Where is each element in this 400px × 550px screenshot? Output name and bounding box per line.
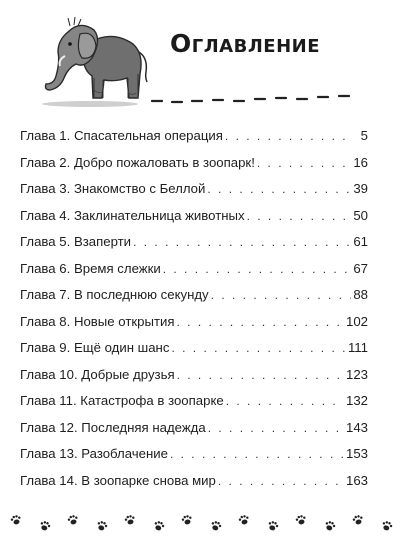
paw-print-icon [66,513,81,528]
dot-leader [208,421,344,435]
dot-leader [218,474,344,488]
page-number: 153 [345,446,368,461]
chapter-title: Глава 12. Последняя надежда [20,419,206,435]
dot-leader [207,182,351,196]
dot-leader [177,368,344,382]
chapter-title: Глава 1. Спасательная операция [20,128,223,143]
chapter-title: Глава 5. Взаперти [20,234,132,249]
chapter-title: Глава 13. Разоблачение [20,446,168,461]
toc-entry[interactable] [20,155,368,182]
toc-entry[interactable] [20,181,368,208]
page-number: 123 [345,366,368,382]
paw-print-icon [294,513,309,528]
page-number: 163 [345,472,368,488]
dot-leader [170,447,344,461]
dot-leader [171,341,346,355]
decorative-dashes [150,90,360,106]
paw-print-icon [351,513,366,528]
toc-entry[interactable] [20,287,368,314]
chapter-title: Глава 2. Добро пожаловать в зоопарк! [20,154,255,170]
paw-print-icon [237,513,252,528]
chapter-title: Глава 6. Время слежки [20,260,161,276]
paw-print-icon [123,513,138,528]
dot-leader [225,129,352,143]
toc-entry[interactable] [20,314,368,341]
toc-entry[interactable] [20,128,368,155]
toc-entry[interactable] [20,208,368,235]
toc-entry[interactable] [20,340,368,367]
page-number: 88 [353,287,368,302]
toc-entry[interactable] [20,473,368,500]
toc-entry[interactable] [20,446,368,473]
page-title: Оглавление [170,29,320,58]
page-number: 16 [353,154,368,170]
dot-leader [133,235,351,249]
paw-print-icon [208,518,223,533]
paw-print-icon [379,518,394,533]
chapter-title: Глава 9. Ещё один шанс [20,340,170,355]
paw-print-icon [9,513,24,528]
header [0,0,400,120]
paw-print-icon [151,518,166,533]
chapter-title: Глава 7. В последнюю секунду [20,287,209,302]
toc-entry[interactable] [20,234,368,261]
page-number: 39 [353,181,368,196]
dot-leader [247,209,352,223]
chapter-title: Глава 4. Заклинательница животных [20,207,245,223]
chapter-title: Глава 10. Добрые друзья [20,366,175,382]
toc-entry[interactable] [20,393,368,420]
dot-leader [211,288,352,302]
page-number: 5 [360,128,368,143]
page-number: 111 [347,340,368,355]
toc-entry[interactable] [20,420,368,447]
chapter-title: Глава 11. Катастрофа в зоопарке [20,393,224,408]
page-number: 143 [345,419,368,435]
paw-print-icon [265,518,280,533]
paw-print-icon [37,518,52,533]
table-of-contents [20,128,368,499]
page-number: 67 [353,260,368,276]
chapter-title: Глава 3. Знакомство с Беллой [20,181,206,196]
dot-leader [177,315,344,329]
dot-leader [257,156,351,170]
page-number: 102 [345,313,368,329]
chapter-title: Глава 14. В зоопарке снова мир [20,472,216,488]
paw-print-icon [94,518,109,533]
paw-print-border [10,512,400,534]
page-number: 61 [353,234,368,249]
page-number: 132 [345,393,368,408]
paw-print-icon [180,513,195,528]
chapter-title: Глава 8. Новые открытия [20,313,175,329]
dot-leader [163,262,352,276]
dot-leader [226,394,344,408]
paw-print-icon [322,518,337,533]
page-number: 50 [353,207,368,223]
toc-entry[interactable] [20,367,368,394]
elephant-illustration [28,12,158,107]
toc-entry[interactable] [20,261,368,288]
